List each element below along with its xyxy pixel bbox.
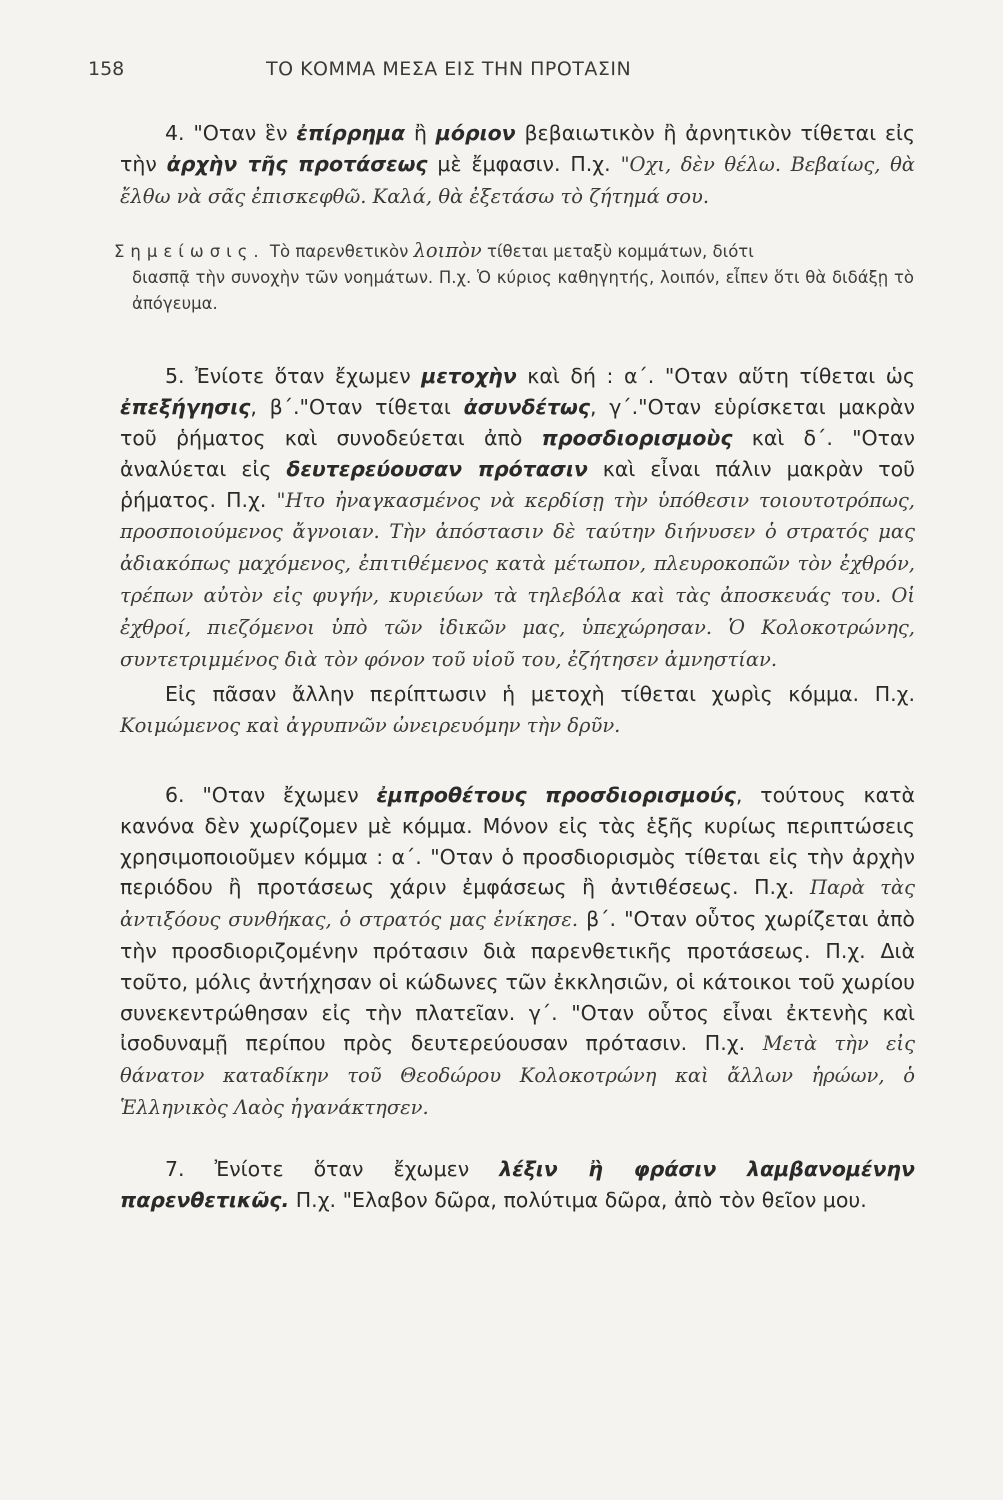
text-run: μὲ ἔμφασιν. Π.χ. xyxy=(427,151,621,176)
emphasis-term: ἐπίρρημα xyxy=(296,121,406,145)
text-run: 7. Ἐνίοτε ὅταν ἔχωμεν xyxy=(165,1156,500,1181)
emphasis-term: προσδιορισμοὺς xyxy=(541,425,733,450)
emphasis-term: ἐμπροθέτους προσδιορισμούς xyxy=(376,782,736,807)
text-run: 6. "Οταν ἔχωμεν xyxy=(165,782,377,807)
emphasis-term: μετοχὴν xyxy=(421,364,517,389)
example-text: Μετὰ τὴν εἰς θάνατον καταδίκην τοῦ Θεοδώρου Κολοκοτρώνη καὶ ἄλλων ἡρώων, ὁ Ἑλληνικὸς Λαὸς ἠγανάκτησεν. xyxy=(120,1032,915,1119)
text-run: β΄. "Οταν οὗτος χωρίζεται ἀπὸ τὴν προσδιοριζομένην πρότασιν διὰ παρενθετικῆς προτάσεως. Π.χ. Διὰ τοῦτο, μόλις ἀντήχησαν οἱ κώδωνες τῶν ἐκκλησιῶν, οἱ κάτοικοι τοῦ χωρίου συνεκεντρώθησαν εἰς τὴν πλατεῖαν. γ΄. "Οταν οὗτος εἶναι ἐκτενὴς καὶ ἰσοδυναμῇ περίπου πρὸς δευτερεύουσαν πρότασιν. Π.χ. xyxy=(120,907,915,1056)
emphasis-term: δευτερεύουσαν πρότασιν xyxy=(286,456,588,481)
text-run: καὶ δή : α΄. "Οταν αὕτη τίθεται ὡς xyxy=(516,364,915,389)
example-text: "Οχι, δὲν θέλω. Βεβαίως, θὰ ἔλθω νὰ σᾶς ἐπισκεφθῶ. Καλά, θὰ ἐξετάσω τὸ ζήτημά σου. xyxy=(120,152,915,208)
section-6-paragraph xyxy=(120,780,915,1124)
note-paragraph xyxy=(114,238,914,317)
page-number: 158 xyxy=(88,58,125,80)
section-5-continuation xyxy=(120,679,915,742)
emphasis-term: μόριον xyxy=(435,121,516,145)
text-run: Π.χ. "Ελαβον δῶρα, πολύτιμα δῶρα, ἀπὸ τὸν θεῖον μου. xyxy=(289,1187,867,1212)
example-text: Παρὰ τὰς ἀντιξόους συνθήκας, ὁ στρατός μας ἐνίκησε. xyxy=(120,876,915,932)
example-text: Κοιμώμενος καὶ ἀγρυπνῶν ὠνειρευόμην τὴν δρῦν. xyxy=(120,714,621,738)
page-header xyxy=(88,58,928,88)
text-run: καὶ δ΄. "Οταν ἀναλύεται εἰς xyxy=(120,425,915,481)
emphasis-term: ἐπεξήγησις xyxy=(120,395,251,420)
emphasis-term: ἀσυνδέτως xyxy=(463,395,591,420)
text-run: 5. Ἐνίοτε ὅταν ἔχωμεν xyxy=(165,364,422,389)
note-label: Σημείωσις. xyxy=(114,242,265,262)
example-text: λοιπὸν xyxy=(413,239,482,263)
page-body xyxy=(114,118,915,1215)
text-run: Εἰς πᾶσαν ἄλλην περίπτωσιν ἡ μετοχὴ τίθεται χωρὶς κόμμα. Π.χ. xyxy=(165,682,915,707)
emphasis-term: λέξιν ἢ φράσιν λαμβανομένην παρενθετικῶς. xyxy=(120,1156,915,1212)
text-run: , β΄."Οταν τίθεται xyxy=(250,395,464,420)
section-7-paragraph xyxy=(120,1154,915,1216)
running-title: ΤΟ ΚΟΜΜΑ ΜΕΣΑ ΕΙΣ ΤΗΝ ΠΡΟΤΑΣΙΝ xyxy=(266,58,632,80)
note-continuation: διασπᾷ τὴν συνοχὴν τῶν νοημάτων. Π.χ. Ὁ κύριος καθηγητής, λοιπόν, εἶπεν ὅτι θὰ διδάξῃ τὸ ἀπόγευμα. xyxy=(132,268,914,314)
section-5-paragraph xyxy=(120,361,915,675)
text-run: τίθεται μεταξὺ κομμάτων, διότι xyxy=(481,242,754,262)
text-run: βεβαιωτικὸν ἢ ἀρνητικὸν τίθεται εἰς τὴν xyxy=(120,121,915,176)
text-run: 4. "Οταν ἓν xyxy=(165,121,297,145)
text-run: ἢ xyxy=(405,121,436,145)
text-run: καὶ εἶναι πάλιν μακρὰν τοῦ ῥήματος. Π.χ. xyxy=(120,456,915,512)
emphasis-term: ἀρχὴν τῆς προτάσεως xyxy=(166,151,428,176)
text-run: , γ΄."Οταν εὑρίσκεται μακρὰν τοῦ ῥήματος καὶ συνοδεύεται ἀπὸ xyxy=(120,395,915,450)
example-text: "Ητο ἠναγκασμένος νὰ κερδίσῃ τὴν ὑπόθεσιν τοιουτοτρόπως, προσποιούμενος ἄγνοιαν. Τὴν ἀπόστασιν δὲ ταύτην διήνυσεν ὁ στρατός μας ἀδιακόπως μαχόμενος, ἐπιτιθέμενος κατὰ μέτωπον, πλευροκοπῶν τὸν ἐχθρόν, τρέπων αὐτὸν εἰς φυγήν, κυριεύων τὰ τηλεβόλα καὶ τὰς ἀποσκευάς του. Οἱ ἐχθροί, πιεζόμενοι ὑπὸ τῶν ἰδικῶν μας, ὑπεχώρησαν. Ὁ Κολοκοτρώνης, συντετριμμένος διὰ τὸν φόνον τοῦ υἱοῦ του, ἐζήτησεν ἀμνηστίαν. xyxy=(120,488,915,671)
text-run: , τούτους κατὰ κανόνα δὲν χωρίζομεν μὲ κόμμα. Μόνον εἰς τὰς ἑξῆς κυρίως περιπτώσεις χρησιμοποιοῦμεν κόμμα : α΄. "Οταν ὁ προσδιορισμὸς τίθεται εἰς τὴν ἀρχὴν περιόδου ἢ προτάσεως χάριν ἐμφάσεως ἢ ἀντιθέσεως. Π.χ. xyxy=(120,782,915,900)
section-4-paragraph xyxy=(120,118,915,212)
text-run: Τὸ παρενθετικὸν xyxy=(264,242,414,262)
